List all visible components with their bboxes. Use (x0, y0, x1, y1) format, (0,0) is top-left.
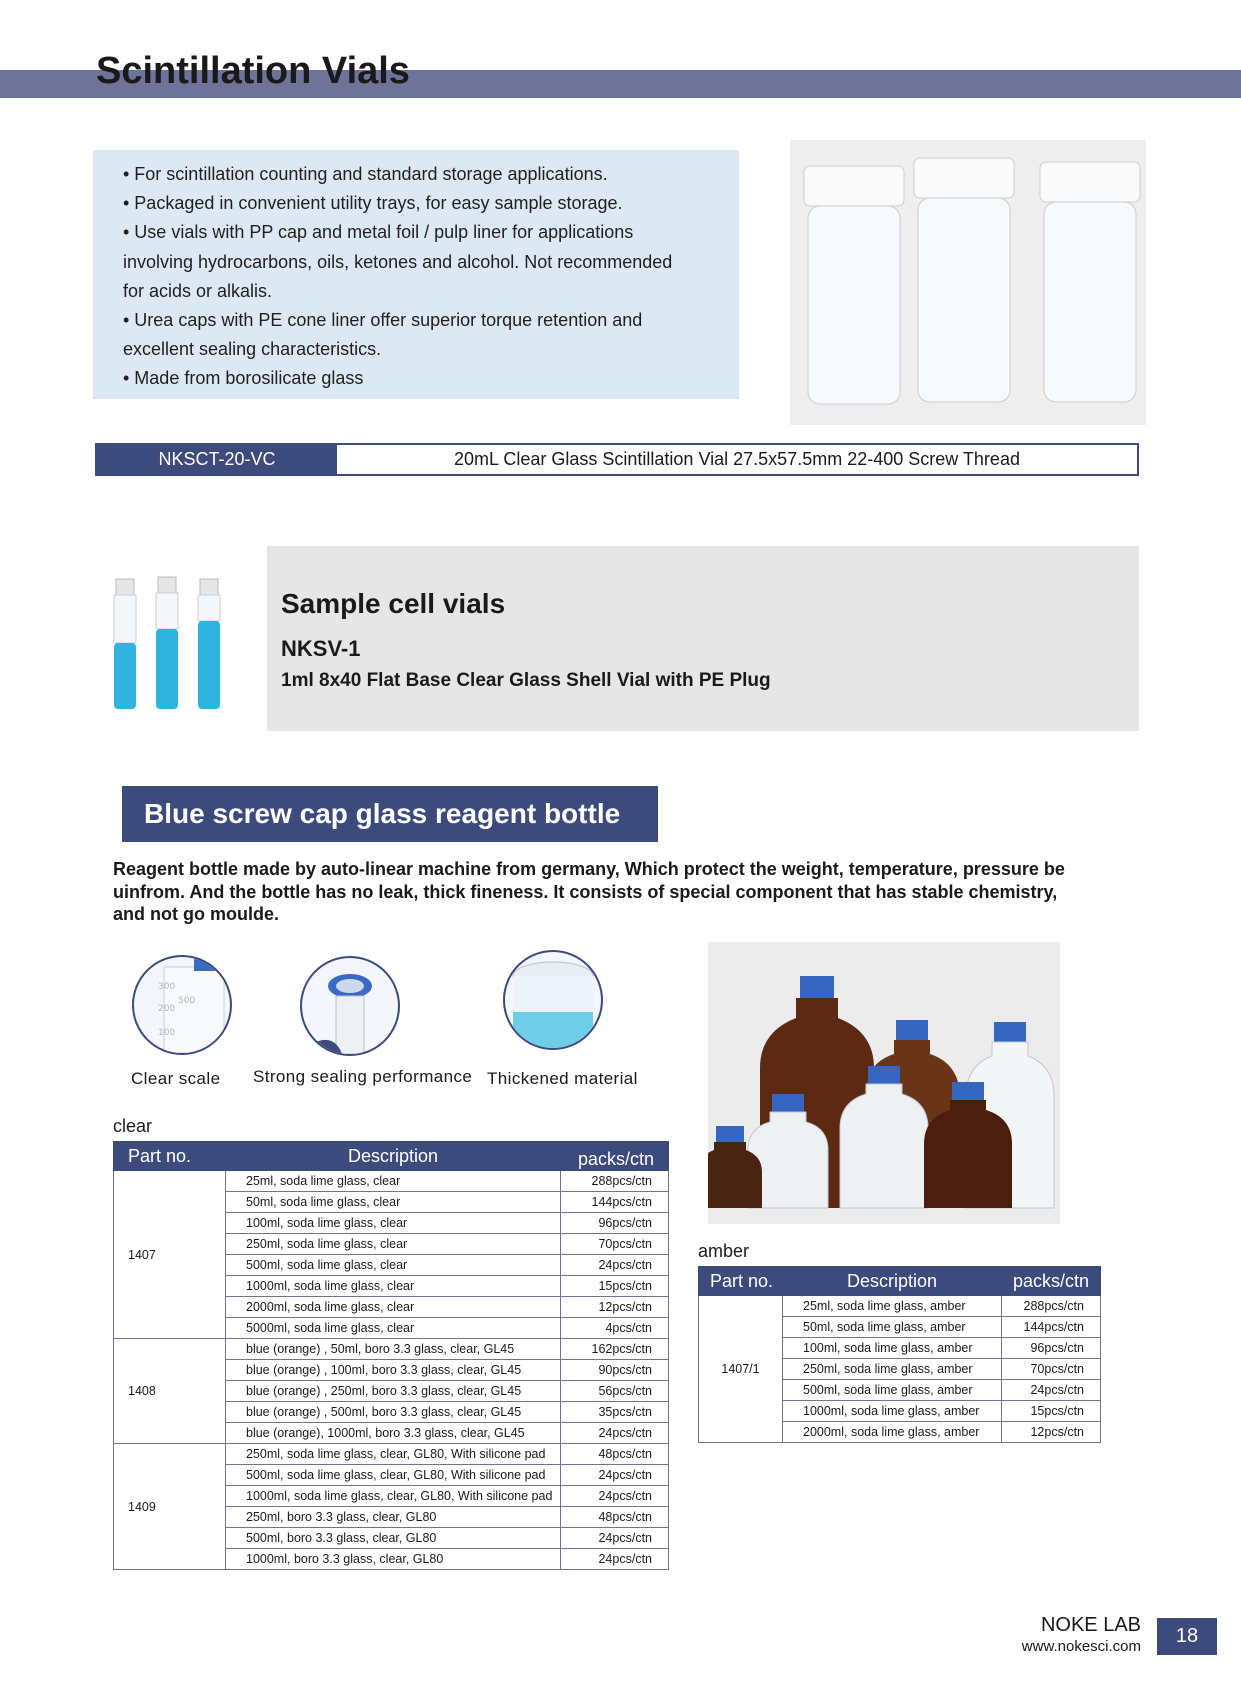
scale-mark: 500 (178, 996, 196, 1006)
sample-cell-code: NKSV-1 (281, 636, 361, 661)
packs-cell: 162pcs/ctn (561, 1339, 669, 1360)
description-cell: 500ml, soda lime glass, clear, GL80, With silicone pad (226, 1465, 561, 1486)
column-header: Description (783, 1267, 1002, 1296)
website: www.nokesci.com (1021, 1638, 1141, 1655)
packs-cell: 144pcs/ctn (561, 1192, 669, 1213)
description-cell: 2000ml, soda lime glass, clear (226, 1297, 561, 1318)
packs-cell: 90pcs/ctn (561, 1360, 669, 1381)
sample-cell-box (267, 546, 1139, 731)
packs-cell: 12pcs/ctn (561, 1297, 669, 1318)
spec-description: 20mL Clear Glass Scintillation Vial 27.5x57.5mm 22-400 Screw Thread (454, 449, 1020, 469)
table-row (114, 1339, 669, 1360)
packs-cell: 12pcs/ctn (1002, 1422, 1101, 1443)
description-cell: 1000ml, soda lime glass, clear, GL80, With silicone pad (226, 1486, 561, 1507)
sample-vial (198, 579, 220, 709)
feature-line: • Urea caps with PE cone liner offer superior torque retention and (123, 310, 643, 331)
description-cell: 250ml, soda lime glass, clear (226, 1234, 561, 1255)
packs-cell: 24pcs/ctn (561, 1465, 669, 1486)
feature-line: • Use vials with PP cap and metal foil / pulp liner for applications (123, 222, 634, 243)
packs-cell: 24pcs/ctn (561, 1423, 669, 1444)
sealing-icon (300, 956, 400, 1056)
part-number: 1407/1 (699, 1296, 783, 1443)
reagent-bottles-photo (708, 942, 1060, 1224)
packs-cell: 24pcs/ctn (561, 1528, 669, 1549)
feature-line: involving hydrocarbons, oils, ketones and alcohol. Not recommended (123, 251, 673, 272)
packs-cell: 35pcs/ctn (561, 1402, 669, 1423)
scale-mark: 100 (158, 1028, 176, 1038)
feature-list (93, 150, 739, 394)
packs-cell: 70pcs/ctn (1002, 1359, 1101, 1380)
scintillation-spec-row (95, 443, 1139, 476)
packs-cell: 24pcs/ctn (561, 1549, 669, 1570)
table-header-row (699, 1267, 1101, 1296)
feature-label: Clear scale (131, 1069, 221, 1088)
sample-vial (114, 579, 136, 709)
packs-cell: 144pcs/ctn (1002, 1317, 1101, 1338)
description-cell: blue (orange) , 50ml, boro 3.3 glass, clear, GL45 (226, 1339, 561, 1360)
clear-table-label: clear (113, 1116, 153, 1136)
description-cell: 100ml, soda lime glass, clear (226, 1213, 561, 1234)
packs-cell: 70pcs/ctn (561, 1234, 669, 1255)
description-cell: 1000ml, boro 3.3 glass, clear, GL80 (226, 1549, 561, 1570)
reagent-banner: Blue screw cap glass reagent bottle (122, 786, 658, 842)
description-cell: 50ml, soda lime glass, clear (226, 1192, 561, 1213)
packs-cell: 15pcs/ctn (1002, 1401, 1101, 1422)
packs-cell: 24pcs/ctn (561, 1486, 669, 1507)
part-number: 1409 (114, 1444, 226, 1570)
description-cell: 250ml, boro 3.3 glass, clear, GL80 (226, 1507, 561, 1528)
description-cell: 5000ml, soda lime glass, clear (226, 1318, 561, 1339)
column-header: Part no. (699, 1267, 783, 1296)
table-row (114, 1444, 669, 1465)
table-header-row (114, 1142, 669, 1171)
spec-code: NKSCT-20-VC (97, 445, 337, 474)
brand-name: NOKE LAB (1040, 1614, 1141, 1636)
packs-cell: 56pcs/ctn (561, 1381, 669, 1402)
reagent-intro (113, 858, 1133, 926)
intro-line: and not go moulde. (113, 904, 279, 924)
column-header: Part no. (114, 1142, 226, 1171)
description-cell: 25ml, soda lime glass, amber (783, 1296, 1002, 1317)
description-cell: blue (orange) , 500ml, boro 3.3 glass, clear, GL45 (226, 1402, 561, 1423)
table-row (699, 1296, 1101, 1317)
feature-line: • Packaged in convenient utility trays, for easy sample storage. (123, 193, 623, 214)
packs-cell: 24pcs/ctn (561, 1255, 669, 1276)
column-header: packs/ctn (1002, 1267, 1101, 1296)
packs-cell: 288pcs/ctn (561, 1171, 669, 1192)
packs-cell: 48pcs/ctn (561, 1444, 669, 1465)
packs-cell: 96pcs/ctn (561, 1213, 669, 1234)
feature-box (93, 150, 739, 399)
intro-line: uinfrom. And the bottle has no leak, thick fineness. It consists of special component that has stable chemistry, (113, 881, 1058, 902)
sample-cell-title: Sample cell vials (281, 588, 506, 619)
packs-cell: 24pcs/ctn (1002, 1380, 1101, 1401)
description-cell: 100ml, soda lime glass, amber (783, 1338, 1002, 1359)
description-cell: 250ml, soda lime glass, clear, GL80, With silicone pad (226, 1444, 561, 1465)
packs-cell: 4pcs/ctn (561, 1318, 669, 1339)
reagent-bottle-image (708, 976, 1054, 1208)
scintillation-vials-photo (790, 140, 1146, 425)
sample-vial (156, 577, 178, 709)
clear-scale-icon (132, 955, 232, 1055)
feature-label: Strong sealing performance (253, 1067, 473, 1086)
description-cell: 500ml, soda lime glass, clear (226, 1255, 561, 1276)
scale-mark: 300 (158, 982, 176, 992)
description-cell: 50ml, soda lime glass, amber (783, 1317, 1002, 1338)
description-cell: 2000ml, soda lime glass, amber (783, 1422, 1002, 1443)
page-title: Scintillation Vials (96, 50, 410, 92)
description-cell: 250ml, soda lime glass, amber (783, 1359, 1002, 1380)
packs-cell: 48pcs/ctn (561, 1507, 669, 1528)
vial-image (804, 158, 1140, 404)
part-number: 1408 (114, 1339, 226, 1444)
sample-cell-description: 1ml 8x40 Flat Base Clear Glass Shell Vial with PE Plug (281, 670, 771, 691)
description-cell: 500ml, boro 3.3 glass, clear, GL80 (226, 1528, 561, 1549)
description-cell: blue (orange) , 250ml, boro 3.3 glass, clear, GL45 (226, 1381, 561, 1402)
page-number: 18 (1157, 1618, 1217, 1655)
feature-line: • Made from borosilicate glass (123, 368, 364, 389)
description-cell: 25ml, soda lime glass, clear (226, 1171, 561, 1192)
description-cell: 500ml, soda lime glass, amber (783, 1380, 1002, 1401)
description-cell: blue (orange) , 100ml, boro 3.3 glass, clear, GL45 (226, 1360, 561, 1381)
scale-mark: 200 (158, 1004, 176, 1014)
table-row (114, 1171, 669, 1192)
description-cell: 1000ml, soda lime glass, amber (783, 1401, 1002, 1422)
sample-cell-vials-photo (110, 575, 230, 715)
feature-line: • For scintillation counting and standard storage applications. (123, 164, 608, 184)
packs-cell: 288pcs/ctn (1002, 1296, 1101, 1317)
clear-table (113, 1141, 669, 1570)
intro-line: Reagent bottle made by auto-linear machine from germany, Which protect the weight, temperature, pressure be (113, 859, 1065, 879)
column-header: Description (226, 1142, 561, 1171)
amber-table (698, 1266, 1101, 1443)
amber-table-label: amber (698, 1241, 750, 1261)
thickened-material-icon (503, 950, 603, 1050)
feature-line: for acids or alkalis. (123, 280, 273, 301)
packs-cell: 15pcs/ctn (561, 1276, 669, 1297)
feature-label: Thickened material (487, 1069, 638, 1088)
part-number: 1407 (114, 1171, 226, 1339)
description-cell: 1000ml, soda lime glass, clear (226, 1276, 561, 1297)
description-cell: blue (orange), 1000ml, boro 3.3 glass, clear, GL45 (226, 1423, 561, 1444)
packs-cell: 96pcs/ctn (1002, 1338, 1101, 1359)
column-header: packs/ctn (561, 1142, 669, 1171)
feature-line: excellent sealing characteristics. (123, 339, 382, 360)
